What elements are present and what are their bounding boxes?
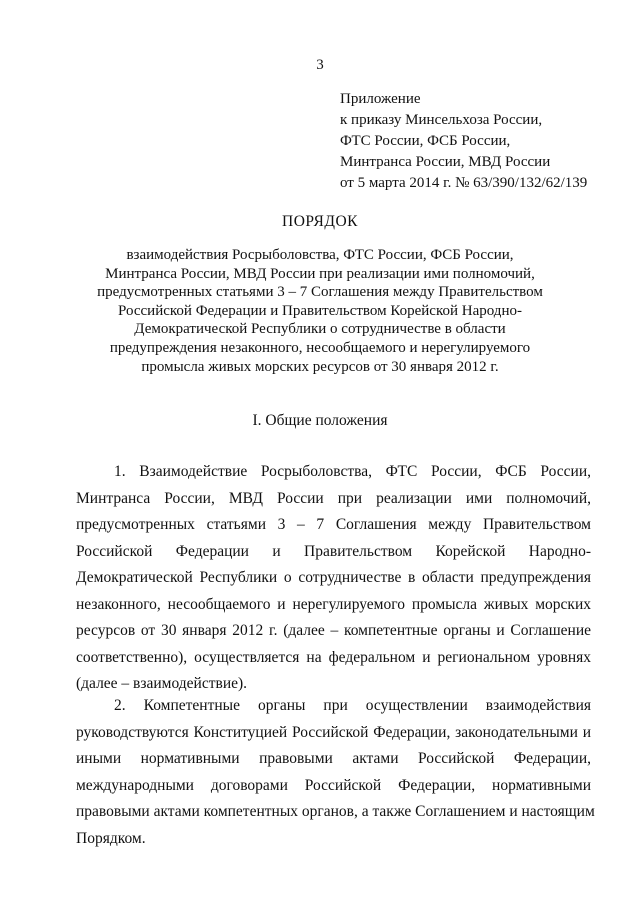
paragraph-2 <box>76 693 595 852</box>
paragraph-line: ресурсов от 30 января 2012 г. (далее – компетентные органы и Соглашение <box>76 622 591 639</box>
appendix-line: к приказу Минсельхоза России, <box>340 112 543 128</box>
paragraph-line: руководствуются Конституцией Российской Федерации, законодательными и <box>76 723 591 741</box>
subtitle-line: Минтранса России, МВД России при реализации ими полномочий, <box>105 265 535 282</box>
paragraph-line: правовыми актами компетентных органов, а также Соглашением и настоящим <box>76 803 595 820</box>
page-number: 3 <box>316 57 324 73</box>
appendix-line: Приложение <box>340 91 421 107</box>
paragraph-line: Российской Федерации и Правительством Корейской Народно- <box>76 542 591 560</box>
subtitle-line: Демократической Республики о сотрудничестве в области <box>134 321 506 338</box>
paragraph-line: (далее – взаимодействие). <box>76 675 248 692</box>
paragraph-line: Минтранса России, МВД России при реализации ими полномочий, <box>76 489 591 507</box>
document-subtitle <box>60 246 580 376</box>
subtitle-line: предусмотренных статьями 3 – 7 Соглашения между Правительством <box>97 284 543 301</box>
paragraph-line: предусмотренных статьями 3 – 7 Соглашения между Правительством <box>76 516 591 533</box>
paragraph-line: незаконного, несообщаемого и нерегулируемого промысла живых морских <box>76 595 591 613</box>
paragraph-line: 1. Взаимодействие Росрыболовства, ФТС России, ФСБ России, <box>114 463 591 480</box>
subtitle-line: взаимодействия Росрыболовства, ФТС России, ФСБ России, <box>126 247 514 263</box>
appendix-line: Минтранса России, МВД России <box>340 154 551 170</box>
appendix-line: ФТС России, ФСБ России, <box>340 133 511 149</box>
appendix-block <box>340 89 630 194</box>
paragraph-line: международными договорами Российской Федерации, нормативными <box>76 776 591 794</box>
paragraph-1 <box>76 459 591 698</box>
subtitle-line: Российской Федерации и Правительством Корейской Народно- <box>118 302 522 319</box>
subtitle-line: промысла живых морских ресурсов от 30 января 2012 г. <box>141 358 499 375</box>
paragraph-line: 2. Компетентные органы при осуществлении взаимодействия <box>114 697 591 714</box>
appendix-line: от 5 марта 2014 г. № 63/390/132/62/139 <box>340 175 588 191</box>
paragraph-line: Демократической Республики о сотрудничестве в области предупреждения <box>76 569 591 586</box>
document-title: ПОРЯДОК <box>282 213 358 230</box>
paragraph-line: иными нормативными правовыми актами Российской Федерации, <box>76 750 591 767</box>
section-heading: I. Общие положения <box>252 412 388 429</box>
paragraph-line: Порядком. <box>76 829 146 847</box>
paragraph-line: соответственно), осуществляется на федеральном и региональном уровнях <box>76 648 591 666</box>
subtitle-line: предупреждения незаконного, несообщаемого и нерегулируемого <box>109 339 531 356</box>
